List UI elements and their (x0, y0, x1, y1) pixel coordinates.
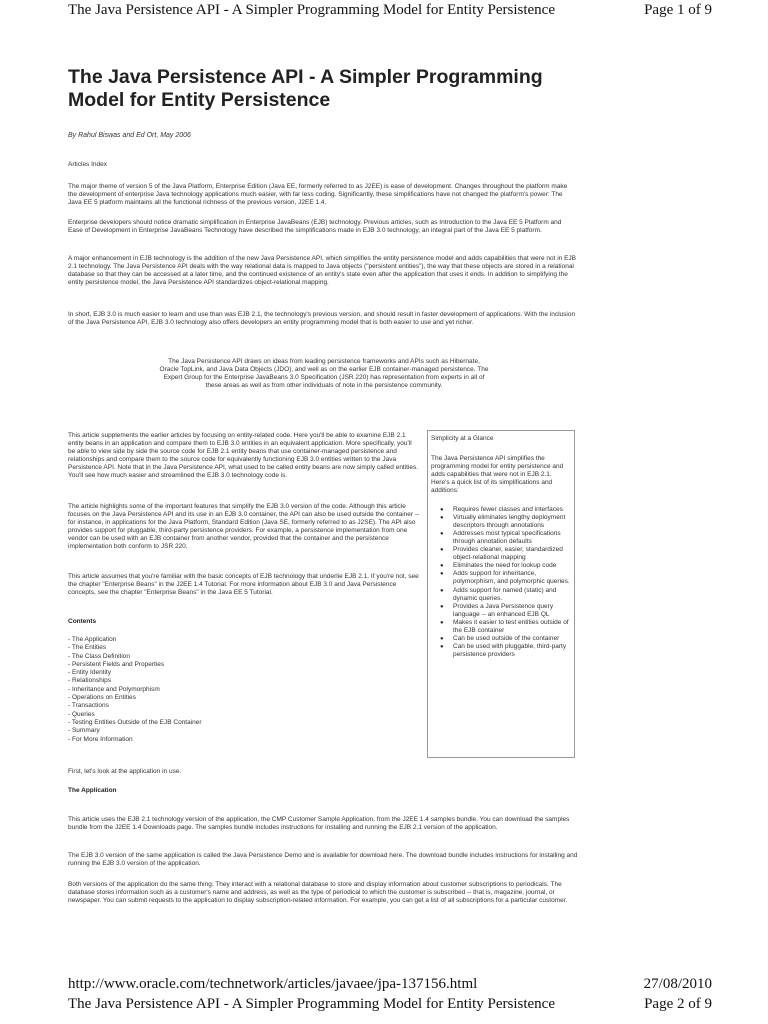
bullet-icon: ● (440, 514, 444, 521)
contents-item[interactable]: - Transactions (68, 702, 109, 710)
sidebar-list-item: ● Addresses most typical specifications through annotation defaults (440, 529, 561, 545)
contents-item[interactable]: - Inheritance and Polymorphism (68, 685, 160, 693)
col-paragraph-2: The article highlights some of the important features that simplify the EJB 3.0 version of the code. Although this article focuses on the Java Persistence API and its use in an EJB 3.0 container, the API can also be used outside the container -- for instance, in applications for the Java Platform, Standard Edition (Java SE, formerly referred to as J2SE). The API also provides support for pluggable, third-party persistence providers. For example, a persistence implementation from one vendor can be used with an EJB container from another vendor, provided that the container and the persistence implementation both conform to JSR 220. (68, 503, 420, 551)
contents-item[interactable]: - Persistent Fields and Properties (68, 660, 165, 668)
sidebar-title: Simplicity at a Glance (431, 435, 494, 442)
bullet-icon: ● (440, 571, 444, 578)
application-paragraph-1: This article uses the EJB 2.1 technology version of the application, the CMP Customer Sample Application, from the J2EE 1.4 samples bundle. You can download the samples bundle from the J2EE 1.4 Downloads page. The samples bundle includes instructions for installing and running the EJB 2.1 version of the application. (68, 816, 570, 832)
bullet-icon: ● (440, 547, 444, 554)
bullet-icon: ● (440, 563, 444, 570)
contents-item[interactable]: - Relationships (68, 677, 111, 685)
print-header-page: Page 1 of 9 (644, 2, 712, 18)
contents-item[interactable]: - The Application (68, 636, 117, 643)
paragraph-4: In short, EJB 3.0 is much easier to learn and use than was EJB 2.1, the technology's previous version, and should result in faster development of applications. With the inclusion of the Java Persistence API, EJB 3.0 technology also offers developers an entity programming model that is both easier to use and yet richer. (68, 311, 576, 327)
paragraph-3: A major enhancement in EJB technology is the addition of the new Java Persistence API, which simplifies the entity persistence model and adds capabilities that were not in EJB 2.1 technology. The Java Persistence API deals with the way relational data is mapped to Java objects ("persistent entities"), the way that these objects are stored in a relational database so that they can be accessed at a later time, and the continued existence of an entity's state even after the application that uses it ends. In addition to simplifying the entity persistence model, the Java Persistence API standardizes object-relational mapping. (68, 255, 577, 287)
sidebar-list-item: ● Adds support for named (static) and dynamic queries. (440, 586, 557, 602)
print-footer-url[interactable]: http://www.oracle.com/technetwork/articles/javaee/jpa-137156.html (68, 976, 478, 992)
contents-item[interactable]: - Summary (68, 727, 100, 735)
sidebar-intro: The Java Persistence API simplifies the programming model for entity persistence and adds capabilities that were not in EJB 2.1. Here's a quick list of its simplifications and additions: (431, 455, 564, 495)
contents-item[interactable]: - The Class Definition (68, 652, 131, 660)
article-title: The Java Persistence API - A Simpler Programming Model for Entity Persistence (68, 66, 543, 111)
print-footer (68, 976, 712, 996)
application-paragraph-2: The EJB 3.0 version of the same application is called the Java Persistence Demo and is available for download here. The download bundle includes instructions for installing and running the EJB 3.0 version of the application. (68, 852, 578, 868)
simplicity-sidebar (427, 430, 575, 758)
contents-item[interactable]: - Testing Entities Outside of the EJB Container (68, 718, 202, 726)
first-look-text: First, let's look at the application in use. (68, 768, 182, 775)
print-footer-date: 27/08/2010 (643, 976, 712, 992)
sidebar-list (431, 506, 571, 660)
col-paragraph-3: This article assumes that you're familiar with the basic concepts of EJB technology that underlie EJB 2.1. If you're not, see the chapter "Enterprise Beans" in the J2EE 1.4 Tutorial. For more information about EJB 3.0 and Java Persistence concepts, see the chapter "Enterprise Beans" in the Java EE 5 Tutorial. (68, 573, 419, 597)
sidebar-list-item: ● Provides cleaner, easier, standardized object-relational mapping (440, 546, 563, 562)
print-header (68, 0, 712, 22)
articles-index-link[interactable]: Articles Index (68, 161, 108, 168)
application-paragraph-3: Both versions of the application do the same thing: They interact with a relational database to store and display information about customer subscriptions to periodicals. The database stores information such as a customer's name and address, as well as the type of periodical to which the customer is subscribed -- that is, magazine, journal, or newspaper. You can submit requests to the application to display subscription-related information. For example, you can get a list of all subscriptions for a particular customer. (68, 881, 568, 905)
sidebar-list-item: ● Can be used outside of the container (440, 635, 560, 643)
bullet-icon: ● (440, 603, 444, 610)
contents-list (68, 636, 202, 744)
sidebar-list-item: ● Virtually eliminates lengthy deployment descriptors through annotations (440, 513, 566, 529)
bullet-icon: ● (440, 530, 444, 537)
byline: By Rahul Biswas and Ed Ort, May 2006 (68, 132, 191, 139)
col-paragraph-1: This article supplements the earlier articles by focusing on entity-related code. Here you'll be able to examine EJB 2.1 entity beans in an application and compare them to EJB 3.0 entities in an equivalent application. More specifically, you'll be able to view side by side the source code for EJB 2.1 entity beans that use container-managed persistence and relationships and compare them to the source code for equivalently functioning EJB 3.0 entities written to the Java Persistence API. Note that in the Java Persistence API, what used to be called entity beans are now simply called entities. You'll see how much easier and streamlined the EJB 3.0 technology code is. (68, 432, 419, 480)
bullet-icon: ● (440, 506, 444, 513)
contents-heading: Contents (68, 618, 97, 625)
print-header-title: The Java Persistence API - A Simpler Programming Model for Entity Persistence (68, 2, 556, 18)
sidebar-list-item: ● Makes it easier to test entities outside of the EJB container (440, 618, 569, 634)
sidebar-list-item: ● Eliminates the need for lookup code (440, 562, 557, 570)
sidebar-list-item: ● Adds support for inheritance, polymorphism, and polymorphic queries. (440, 570, 570, 586)
contents-item[interactable]: - The Entities (68, 644, 107, 652)
bullet-icon: ● (440, 644, 444, 651)
pull-quote: The Java Persistence API draws on ideas from leading persistence frameworks and APIs such as Hibernate, Oracle TopLink, and Java Data Objects (JDO), and well as on the earlier EJB container-managed persistence. The Expert Group for the Enterprise JavaBeans 3.0 Specification (JSR 220) has representation from experts in all of these areas as well as from other individuals of note in the persistence community. (159, 358, 489, 390)
print-header-next-page (68, 994, 712, 1016)
bullet-icon: ● (440, 587, 444, 594)
bullet-icon: ● (440, 636, 444, 643)
contents-item[interactable]: - For More Information (68, 735, 133, 743)
contents-item[interactable]: - Entity Identity (68, 669, 111, 677)
print-header-title: The Java Persistence API - A Simpler Programming Model for Entity Persistence (68, 996, 556, 1012)
bullet-icon: ● (440, 619, 444, 626)
print-header-page: Page 2 of 9 (644, 996, 712, 1012)
sidebar-list-item: ● Provides a Java Persistence query language -- an enhanced EJB QL (440, 602, 554, 618)
sidebar-list-item: ● Requires fewer classes and interfaces (440, 505, 563, 513)
sidebar-list-item: ● Can be used with pluggable, third-party persistence providers (440, 643, 567, 659)
contents-item[interactable]: - Operations on Entities (68, 694, 136, 702)
paragraph-1: The major theme of version 5 of the Java Platform, Enterprise Edition (Java EE, formerly referred to as J2EE) is ease of development. Changes throughout the platform make the development of enterprise Java technology applications much easier, with far less coding. Significantly, these simplifications have not changed the platform's power: The Java EE 5 platform maintains all the functional richness of the previous version, J2EE 1.4. (68, 183, 568, 207)
application-heading: The Application (68, 787, 117, 794)
paragraph-2: Enterprise developers should notice dramatic simplification in Enterprise JavaBeans (EJB) technology. Previous articles, such as Introduction to the Java EE 5 Platform and Ease of Development in Enterprise JavaBeans Technology have described the simplifications made in EJB 3.0 technology, an integral part of the Java EE 5 platform. (68, 219, 562, 235)
contents-item[interactable]: - Queries (68, 710, 95, 718)
